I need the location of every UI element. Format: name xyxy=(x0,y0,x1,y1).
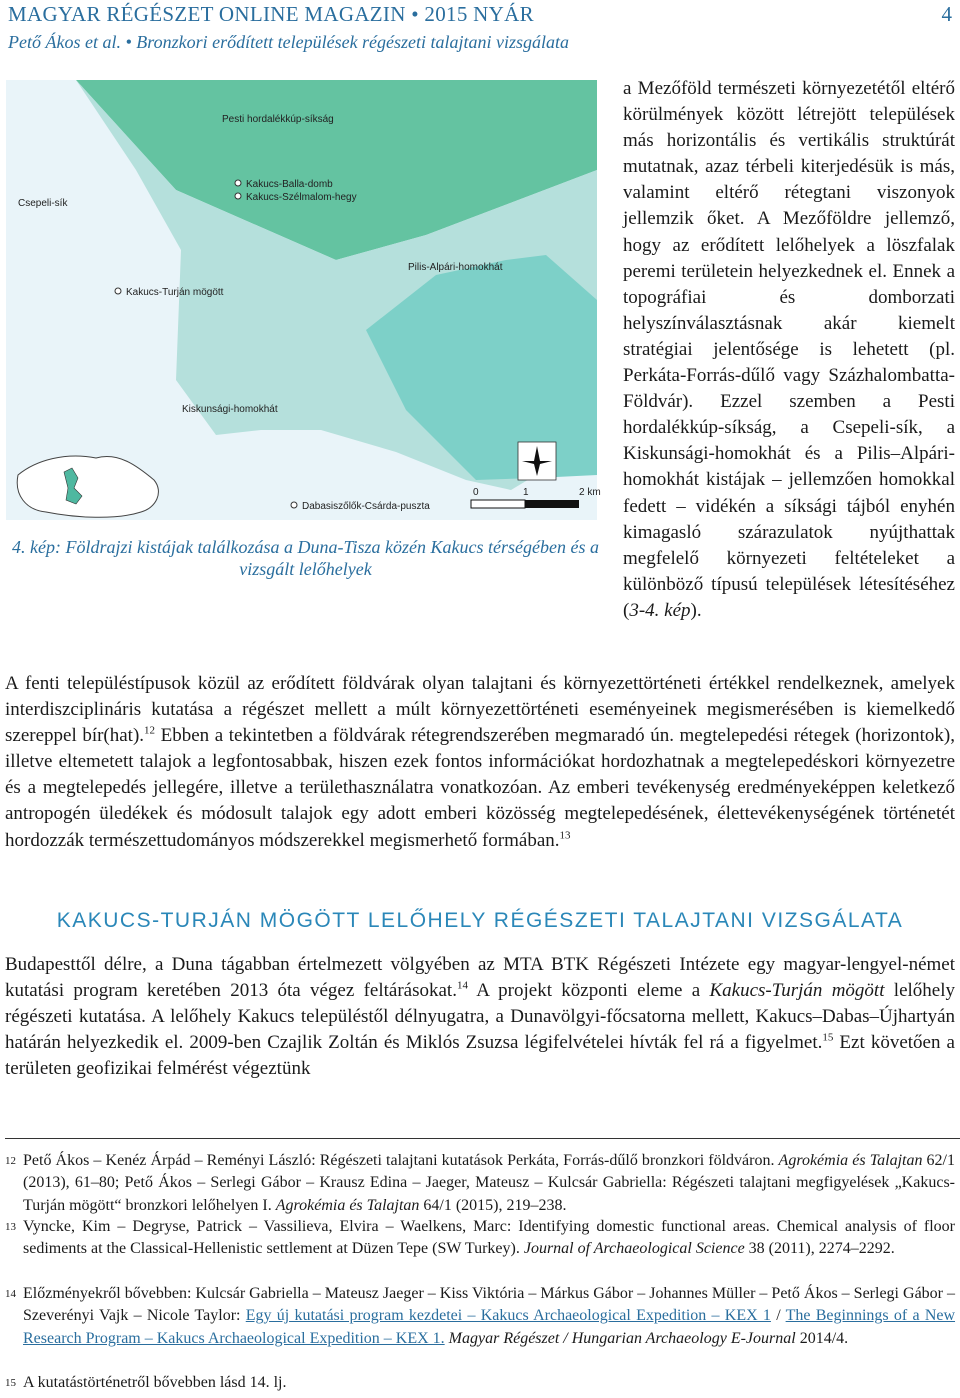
footnote-ref-13[interactable]: 13 xyxy=(559,829,571,842)
footnote-text xyxy=(23,1283,955,1350)
footnote-number: 13 xyxy=(5,1221,16,1233)
label-pilis-alpari: Pilis-Alpári-homokhát xyxy=(408,262,503,273)
footnote-text xyxy=(23,1150,955,1217)
label-pesti-hordalekkup: Pesti hordalékkúp-síkság xyxy=(222,114,334,125)
label-dabasiszolok: Dabasiszőlők-Csárda-puszta xyxy=(302,501,430,512)
footnote-12 xyxy=(5,1150,955,1217)
footnote-number: 14 xyxy=(5,1288,16,1300)
figure-caption: 4. kép: Földrajzi kistájak találkozása a Duna-Tisza közén Kakucs térségében és a vizsgált lelőhelyek xyxy=(12,537,599,579)
paragraph2-part1: Budapesttől délre, a Duna tágabban értelmezett völgyében az MTA BTK Régészeti Intézete egy magyar-lengyel-német kutatási program keretében 2013 óta végez feltárásokat. xyxy=(5,954,955,1002)
footnote-ref-14[interactable]: 14 xyxy=(456,979,468,992)
footnote-12-c: 62/1 (2013), 61–80; Pető Ákos – Serlegi Gábor – Krausz Edina – Jaeger, Mateusz – Kulcsár Gabriella: Régészeti talajtani megfigyelések „Kakucs-Turján mögött“ bronzkori lelőhelyen I. xyxy=(23,1152,955,1214)
label-balla-domb: Kakucs-Balla-domb xyxy=(246,179,333,190)
paragraph-settlement-types xyxy=(5,671,955,854)
footnote-15 xyxy=(5,1372,955,1394)
footnote-text: A kutatástörténetről bővebben lásd 14. lj. xyxy=(23,1374,287,1391)
article-title: Bronzkori erődített települések régészeti talajtani vizsgálata xyxy=(136,32,570,52)
north-arrow-icon xyxy=(518,442,556,480)
section-heading: KAKUCS-TURJÁN MÖGÖTT LELŐHELY RÉGÉSZETI TALAJTANI VIZSGÁLATA xyxy=(56,909,904,932)
link-kex1-english[interactable]: The Beginnings of a New Research Program – Kakucs Archaeological Expedition – KEX 1. xyxy=(23,1307,956,1347)
footnote-14-sep: / xyxy=(770,1307,786,1325)
right-column-end: ). xyxy=(690,599,702,621)
scale-tick-0: 0 xyxy=(473,487,479,498)
paragraph2-part2: A projekt központi eleme a xyxy=(467,980,710,1002)
footnote-12-a: Pető Ákos – Kenéz Árpád – Reményi László: Régészeti talajtani kutatások Perkáta, Forrás-dűlő bronzkori földváron. xyxy=(23,1152,779,1169)
footnote-12-journal2: Agrokémia és Talajtan xyxy=(275,1196,420,1214)
separator-bullet: • xyxy=(125,32,132,52)
footnote-12-journal1: Agrokémia és Talajtan xyxy=(778,1152,923,1169)
article-running-title xyxy=(8,32,569,53)
footnote-number: 12 xyxy=(5,1155,16,1167)
footnote-14-journal: Magyar Régészet / Hungarian Archaeology E-Journal xyxy=(444,1329,796,1347)
scale-tick-2: 2 km xyxy=(579,487,601,498)
footnote-text xyxy=(23,1216,955,1261)
label-turjan-mogott: Kakucs-Turján mögött xyxy=(126,287,224,298)
footnote-ref-15[interactable]: 15 xyxy=(822,1031,834,1044)
right-column-text xyxy=(623,76,955,624)
footnote-14 xyxy=(5,1283,955,1350)
site-marker-balla xyxy=(235,180,241,186)
label-szelmalom-hegy: Kakucs-Szélmalom-hegy xyxy=(246,192,357,203)
figure-reference: 3-4. kép xyxy=(629,599,691,621)
scale-tick-1: 1 xyxy=(523,487,529,498)
footnote-14-a: Előzményekről bővebben: Kulcsár Gabriella – Mateusz Jaeger – Kiss Viktória – Márkus Gábor – Johannes Müller – Pető Ákos – Serlegi Gábor – Szeverényi Vajk – Nicole Taylor: xyxy=(23,1285,955,1325)
page-number: 4 xyxy=(941,2,952,26)
site-map xyxy=(6,80,601,520)
footnote-ref-12[interactable]: 12 xyxy=(144,724,156,737)
site-name: Kakucs-Turján mögött xyxy=(709,980,885,1002)
magazine-header: MAGYAR RÉGÉSZET ONLINE MAGAZIN • 2015 NYÁR xyxy=(8,2,534,26)
paragraph2-part3: lelőhely régészeti kutatása. A lelőhely Kakucs településtől délnyugatra, a Dunavölgyi-főcsatorna mellett, Kakucs–Dabas–Újhartyán határán helyezkedik el. 2009-ben Czajlik Zoltán és Miklós Zsuzsa légifelvételei hívták fel rá a figyelmet. xyxy=(5,980,955,1054)
site-marker-turjan xyxy=(115,288,121,294)
paragraph-kakucs-intro xyxy=(5,952,955,1082)
paragraph1-part1: A fenti településtípusok közül az erődített földvárak olyan talajtani és környezettörténeti értékkel rendelkeznek, amelyek interdiszciplináris kutatása a régészet mellett a múlt környezettörténeti eseményeinek megismerésében is kiemelkedő szereppel bír(hat). xyxy=(5,673,955,747)
paragraph1-part2: Ebben a tekintetben a földvárak rétegrendszerében megmaradó ún. megtelepedési rétegek (horizontok), illetve eltemetett talajok a legfontosabbak, hiszen ezek fontos információkat hordozhatnak a megtelepedéskori környezetre és a megtelepedés jellegére, illetve a területhasználatra vonatkozóan. Az emberi tevékenység eredményeképpen keletkező antropogén üledékek és módosult talajok egy adott emberi közösség megtelepedésének, élettevékenységének történetét hordozzák természettudományos módszerekkel megismerhető formában. xyxy=(5,725,955,851)
label-kiskunsagi: Kiskunsági-homokhát xyxy=(182,404,278,415)
link-kex1-hungarian[interactable]: Egy új kutatási program kezdetei – Kakucs Archaeological Expedition – KEX 1 xyxy=(245,1307,771,1325)
site-marker-szelmalom xyxy=(235,193,241,199)
footnote-12-e: 64/1 (2015), 219–238. xyxy=(419,1196,567,1214)
footnote-13-a: Vyncke, Kim – Degryse, Patrick – Vassilieva, Elvira – Waelkens, Marc: Identifying domestic functional areas. Chemical analysis of floor sediments at the Classical-Hellenistic settlement at Düzen Tepe (SW Turkey). xyxy=(23,1218,955,1258)
footnote-13-journal: Journal of Archaeological Science xyxy=(523,1240,745,1258)
footnote-14-year: 2014/4. xyxy=(795,1329,849,1347)
right-column-body: a Mezőföld természeti környezetétől eltérő körülmények között létrejött települések más horizontális és vertikális struktúrát mutatnak, azaz térbeli kiterjedésük is más, valamint eltérő rétegtani viszonyok jellemzik őket. A Mezőföldre jellemző, hogy az erődített lelőhelyek a löszfalak peremi területein helyezkednek el. Ennek a topográfiai és domborzati helyszínválasztásnak akár kiemelt stratégiai jelentősége is lehetett (pl. Perkáta-Forrás-dűlő vagy Százhalombatta-Földvár). Ezzel szemben a Pesti hordalékkúp-síkság, a Csepeli-sík, a Kiskunsági-homokhát és a Pilis–Alpári-homokhát kistájak – jellemzően homokkal fedett – vidékén a síksági tájból enyhén kimagasló szárazulatok nyújthattak megfelelő környezeti feltételeket a különböző típusú települések létesítéséhez ( xyxy=(623,78,955,621)
footnote-13-c: 38 (2011), 2274–2292. xyxy=(744,1240,895,1258)
site-marker-dabas xyxy=(291,502,297,508)
footnote-divider xyxy=(5,1138,960,1139)
label-csepeli-sik: Csepeli-sík xyxy=(18,198,68,209)
authors: Pető Ákos et al. xyxy=(8,32,121,52)
footnote-number: 15 xyxy=(5,1377,16,1389)
footnote-13 xyxy=(5,1216,955,1261)
paragraph2-part4: Ezt követően a területen geofizikai felmérést végeztünk xyxy=(5,1032,955,1080)
